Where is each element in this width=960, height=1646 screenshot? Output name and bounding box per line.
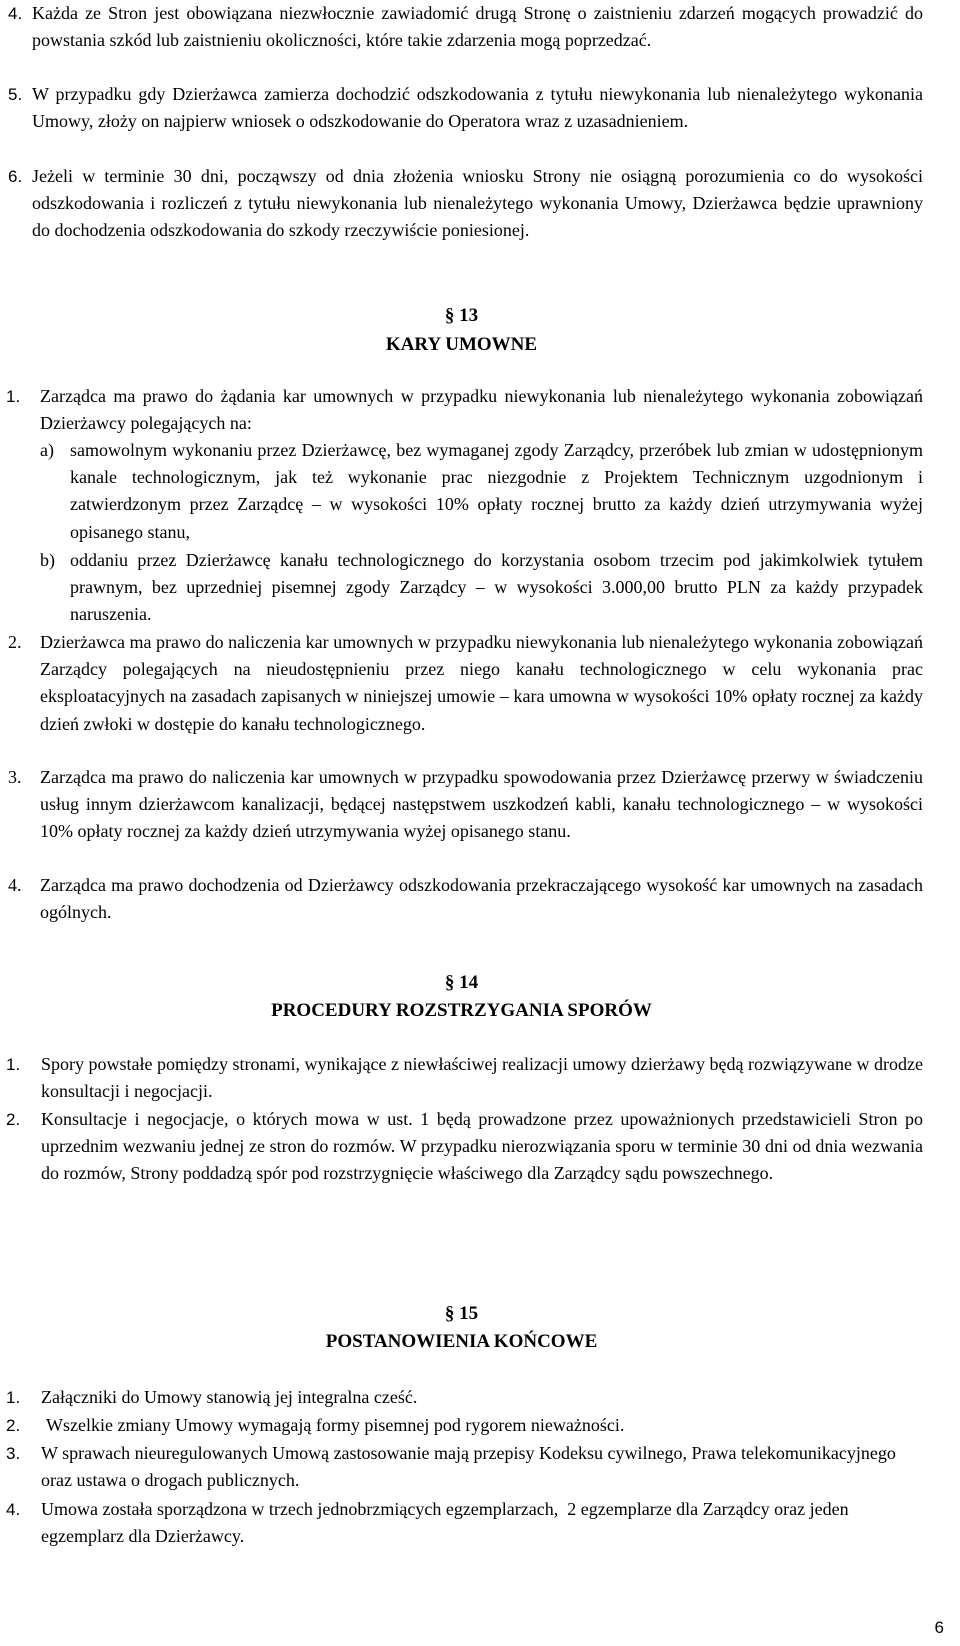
paragraph-15-2: [0, 1412, 923, 1439]
paragraph-number: 1.: [6, 1055, 21, 1074]
paragraph-text: W sprawach nieuregulowanych Umową zastosowanie mają przepisy Kodeksu cywilnego, Prawa telekomunikacyjnego oraz ustawa o drogach publicznych.: [41, 1443, 896, 1491]
paragraph-number: 2.: [6, 1110, 21, 1129]
paragraph-text: Spory powstałe pomiędzy stronami, wynikające z niewłaściwej realizacji umowy dzierżawy będą rozwiązywane w drodze konsultacji i negocjacji.: [41, 1054, 923, 1102]
paragraph-text: Umowa została sporządzona w trzech jednobrzmiących egzemplarzach, 2 egzemplarze dla Zarządcy oraz jeden egzemplarz dla Dzierżawcy.: [41, 1499, 854, 1547]
paragraph-number: 1.: [6, 387, 21, 406]
paragraph-12-5: [8, 81, 923, 135]
paragraph-15-1: [0, 1384, 923, 1411]
paragraph-number: 4.: [8, 875, 22, 895]
paragraph-text: Załączniki do Umowy stanowią jej integralna cześć.: [41, 1387, 418, 1407]
section-13-title: KARY UMOWNE: [385, 334, 538, 355]
paragraph-number: 3.: [8, 767, 22, 787]
paragraph-number: 4.: [6, 1500, 21, 1519]
paragraph-text: Każda ze Stron jest obowiązana niezwłocznie zawiadomić drugą Stronę o zaistnieniu zdarzeń mogących prowadzić do powstania szkód lub zaistnieniu okoliczności, które takie zdarzenia mogą poprzedzać.: [32, 3, 923, 51]
section-14-number: § 14: [444, 972, 479, 993]
paragraph-13-1: [0, 383, 923, 437]
paragraph-text: Zarządca ma prawo do naliczenia kar umownych w przypadku spowodowania przez Dzierżawcę przerwy w świadczeniu usług innym dzierżawcom kanalizacji, będącej następstwem uszkodzeń kabli, kanału technologicznego – w wysokości 10% opłaty rocznej za każdy dzień utrzymywania wyżej opisanego stanu.: [40, 767, 923, 842]
paragraph-13-2: [0, 629, 923, 738]
paragraph-13-1a: [40, 437, 923, 546]
paragraph-14-2: [0, 1106, 923, 1188]
paragraph-text: Jeżeli w terminie 30 dni, począwszy od dnia złożenia wniosku Strony nie osiągną porozumienia co do wysokości odszkodowania i rozliczeń z tytułu niewykonania lub nienależytego wykonania Umowy, Dzierżawca będzie uprawniony do dochodzenia odszkodowania do szkody rzeczywiście poniesionej.: [32, 166, 923, 241]
paragraph-15-3: [0, 1440, 923, 1494]
paragraph-text: samowolnym wykonaniu przez Dzierżawcę, bez wymaganej zgody Zarządcy, przeróbek lub zmian w udostępnionym kanale technologicznym, jak też wykonanie prac niezgodnie z Projektem Technicznym uzgodnionym i zatwierdzonym przez Zarządcę – w wysokości 10% opłaty rocznej brutto za każdy dzień utrzymywania wyżej opisanego stanu,: [70, 440, 923, 542]
paragraph-12-6: [8, 163, 923, 245]
paragraph-text: oddaniu przez Dzierżawcę kanału technologicznego do korzystania osobom trzecim pod jakimkolwiek tytułem prawnym, bez uprzedniej pisemnej zgody Zarządcy – w wysokości 3.000,00 brutto PLN za każdy przypadek naruszenia.: [70, 550, 923, 625]
paragraph-12-4: [8, 0, 923, 54]
paragraph-number: 1.: [6, 1388, 21, 1407]
paragraph-number: b): [40, 550, 55, 570]
paragraph-14-1: [0, 1051, 923, 1105]
paragraph-text: Zarządca ma prawo dochodzenia od Dzierżawcy odszkodowania przekraczającego wysokość kar umownych na zasadach ogólnych.: [40, 875, 923, 923]
paragraph-text: Konsultacje i negocjacje, o których mowa w ust. 1 będą prowadzone przez upoważnionych przedstawicieli Stron po uprzednim wezwaniu jednej ze stron do rozmów. W przypadku nierozwiązania sporu w terminie 30 dni od dnia wezwania do rozmów, Strony poddadzą spór pod rozstrzygnięcie właściwego dla Zarządcy sądu powszechnego.: [41, 1109, 923, 1184]
paragraph-number: 2.: [8, 632, 22, 652]
page-number: 6: [934, 1618, 944, 1637]
paragraph-13-1b: [40, 547, 923, 629]
paragraph-number: 5.: [8, 85, 23, 104]
paragraph-text: Wszelkie zmiany Umowy wymagają formy pisemnej pod rygorem nieważności.: [46, 1415, 625, 1435]
paragraph-text: W przypadku gdy Dzierżawca zamierza dochodzić odszkodowania z tytułu niewykonania lub nienależytego wykonania Umowy, złoży on najpierw wniosek o odszkodowanie do Operatora wraz z uzasadnieniem.: [32, 84, 923, 132]
paragraph-number: a): [40, 440, 54, 460]
paragraph-number: 6.: [8, 167, 23, 186]
paragraph-13-3: [0, 764, 923, 846]
section-15-title: POSTANOWIENIA KOŃCOWE: [325, 1331, 598, 1352]
paragraph-text: Zarządca ma prawo do żądania kar umownych w przypadku niewykonania lub nienależytego wykonania zobowiązań Dzierżawcy polegających na:: [40, 386, 923, 434]
paragraph-13-4: [0, 872, 923, 926]
paragraph-number: 2.: [6, 1416, 21, 1435]
section-15-number: § 15: [444, 1303, 479, 1324]
section-14-title: PROCEDURY ROZSTRZYGANIA SPORÓW: [271, 1000, 652, 1021]
paragraph-text: Dzierżawca ma prawo do naliczenia kar umownych w przypadku niewykonania lub nienależytego wykonania zobowiązań Zarządcy polegających na nieudostępnieniu przez niego kanału technologicznego w celu wykonania prac eksploatacyjnych na zasadach zapisanych w niniejszej umowie – kara umowna w wysokości 10% opłaty rocznej za każdy dzień zwłoki w dostępie do kanału technologicznego.: [40, 632, 923, 734]
paragraph-number: 4.: [8, 4, 23, 23]
paragraph-number: 3.: [6, 1444, 21, 1463]
paragraph-15-4: [0, 1496, 923, 1550]
section-13-number: § 13: [444, 305, 479, 326]
